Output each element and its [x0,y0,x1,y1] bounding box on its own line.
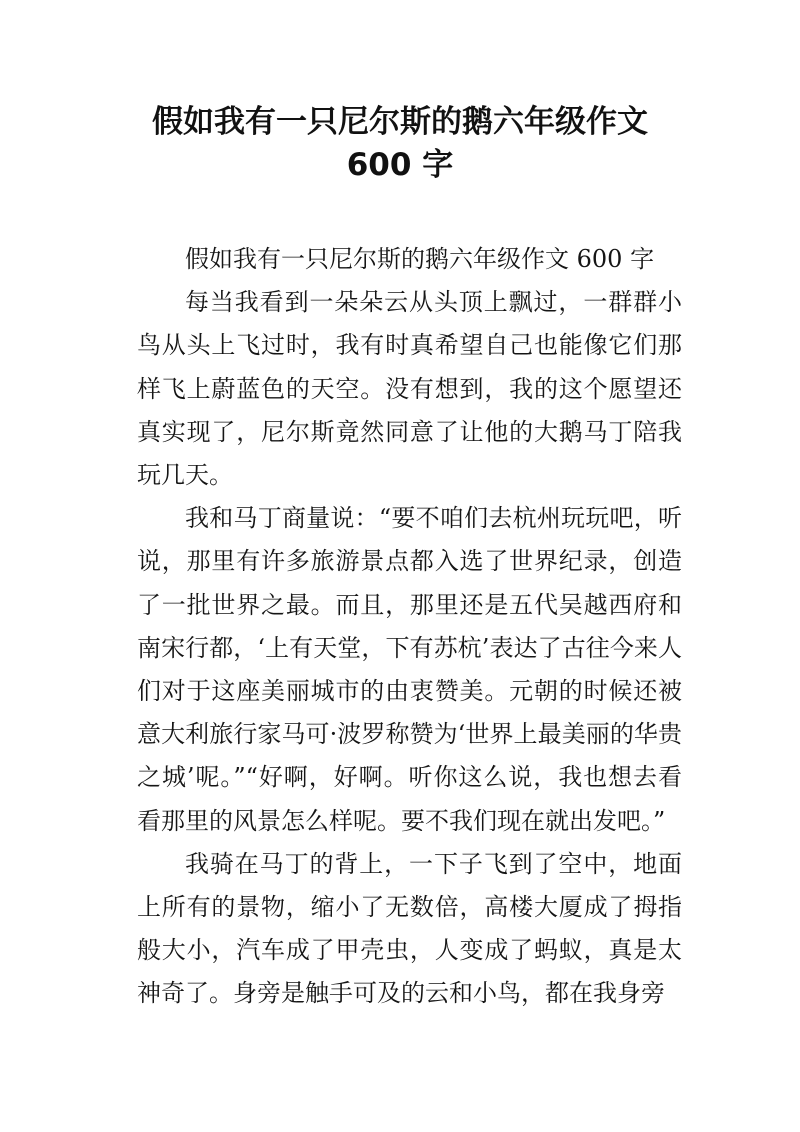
paragraph: 我骑在马丁的背上，一下子飞到了空中，地面上所有的景物，缩小了无数倍，高楼大厦成了拇指般大小，汽车成了甲壳虫，人变成了蚂蚁，真是太神奇了。身旁是触手可及的云和小鸟，都在我身旁 [137,849,682,1008]
paragraph: 我和马丁商量说：“要不咱们去杭州玩玩吧，听说，那里有许多旅游景点都入选了世界纪录，创造了一批世界之最。而且，那里还是五代吴越西府和南宋行都，‘上有天堂，下有苏杭’表达了古往今来人们对于这座美丽城市的由衷赞美。元朝的时候还被意大利旅行家马可·波罗称赞为‘世界上最美丽的华贵之城’呢。”“好啊，好啊。听你这么说，我也想去看看那里的风景怎么样呢。要不我们现在就出发吧。” [137,504,682,835]
document-body [137,238,682,1016]
document-title: 假如我有一只尼尔斯的鹅六年级作文 [152,104,648,140]
paragraph: 每当我看到一朵朵云从头顶上飘过，一群群小鸟从头上飞过时，我有时真希望自己也能像它们那样飞上蔚蓝色的天空。没有想到，我的这个愿望还真实现了，尼尔斯竟然同意了让他的大鹅马丁陪我玩几天。 [137,288,682,490]
document-title-continued: 600 字 [346,147,454,183]
paragraph-heading: 假如我有一只尼尔斯的鹅六年级作文 600 字 [185,245,655,273]
